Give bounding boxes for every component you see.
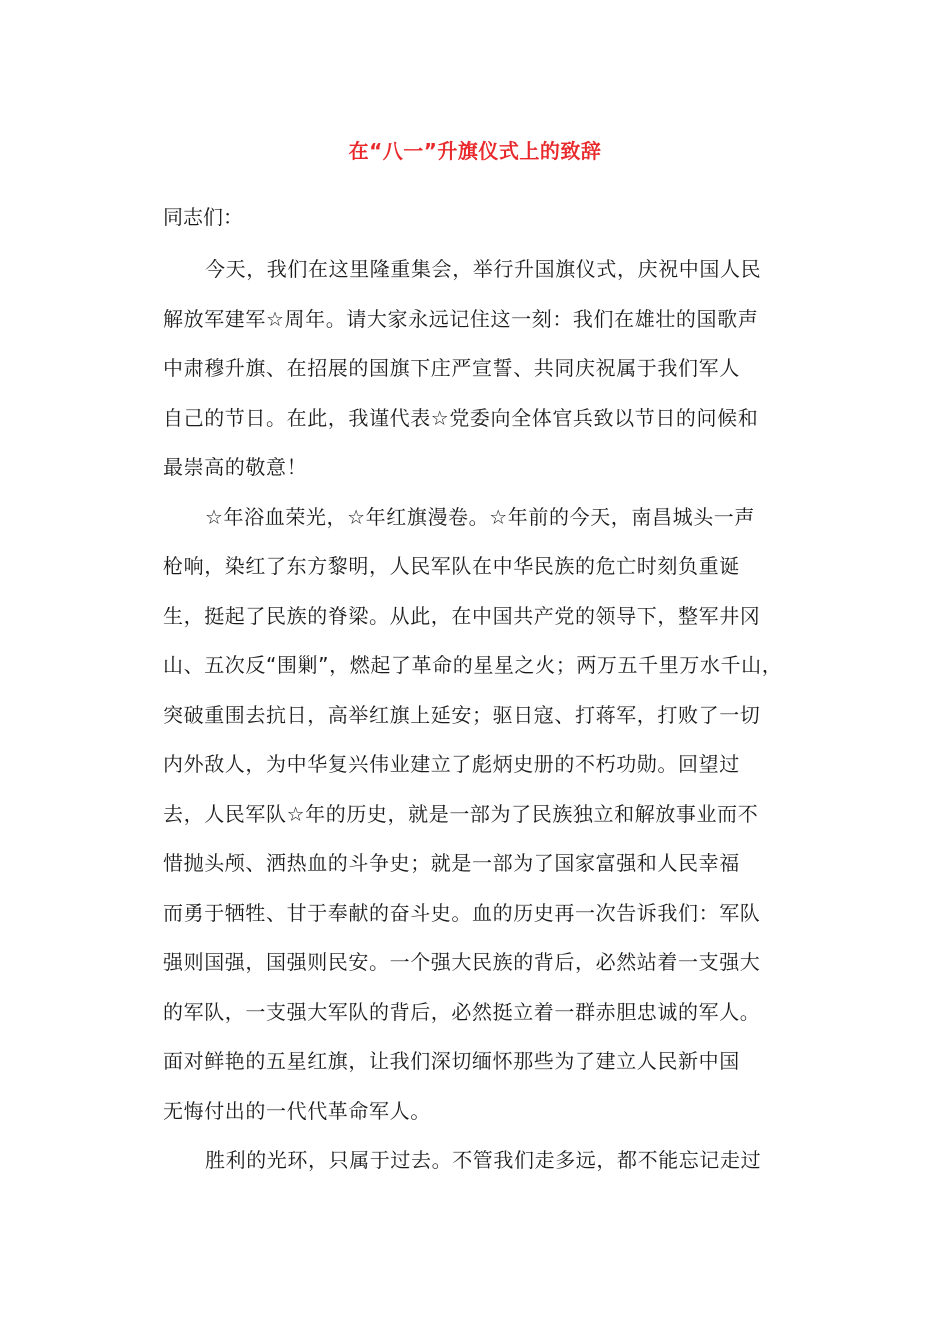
paragraph-line: 胜利的光环，只属于过去。不管我们走多远，都不能忘记走过 (205, 1148, 762, 1172)
paragraph-line: 而勇于牺牲、甘于奉献的奋斗史。血的历史再一次告诉我们：军队 (163, 900, 761, 925)
paragraph-3 (163, 1142, 793, 1192)
paragraph-line: 无悔付出的一代代革命军人。 (163, 1098, 431, 1123)
paragraph-line: 生，挺起了民族的脊梁。从此，在中国共产党的领导下，整军井冈 (163, 603, 761, 628)
paragraph-line: 惜抛头颅、洒热血的斗争史；就是一部为了国家富强和人民幸福 (163, 851, 740, 875)
paragraph-2 (163, 499, 793, 1143)
document-body (163, 251, 793, 1192)
document-title: 在“八一”升旗仪式上的致辞 (348, 139, 602, 163)
paragraph-line: 去，人民军队☆年的历史，就是一部为了民族独立和解放事业而不 (163, 801, 759, 826)
paragraph-line: 面对鲜艳的五星红旗，让我们深切缅怀那些为了建立人民新中国 (163, 1049, 740, 1073)
paragraph-line: 中肃穆升旗、在招展的国旗下庄严宣誓、共同庆祝属于我们军人 (163, 356, 740, 380)
paragraph-line: 突破重围去抗日，高举红旗上延安；驱日寇、打蒋军，打败了一切 (163, 702, 761, 727)
salutation: 同志们： (163, 205, 243, 229)
paragraph-line: 的军队，一支强大军队的背后，必然挺立着一群赤胆忠诚的军人。 (163, 999, 761, 1024)
paragraph-line: 解放军建军☆周年。请大家永远记住这一刻：我们在雄壮的国歌声 (163, 306, 759, 331)
paragraph-line: 枪响，染红了东方黎明，人民军队在中华民族的危亡时刻负重诞 (163, 554, 740, 578)
paragraph-line: 今天，我们在这里隆重集会，举行升国旗仪式，庆祝中国人民 (205, 257, 762, 281)
paragraph-line: ☆年浴血荣光，☆年红旗漫卷。☆年前的今天，南昌城头一声 (205, 504, 755, 529)
paragraph-line: 山、五次反“围剿”，燃起了革命的星星之火；两万五千里万水千山， (163, 653, 783, 677)
paragraph-line: 自己的节日。在此，我谨代表☆党委向全体官兵致以节日的问候和 (163, 405, 759, 430)
paragraph-1 (163, 251, 793, 499)
paragraph-line: 强则国强，国强则民安。一个强大民族的背后，必然站着一支强大 (163, 950, 761, 974)
paragraph-line: 最崇高的敬意！ (163, 455, 308, 479)
paragraph-line: 内外敌人，为中华复兴伟业建立了彪炳史册的不朽功勋。回望过 (163, 752, 740, 776)
